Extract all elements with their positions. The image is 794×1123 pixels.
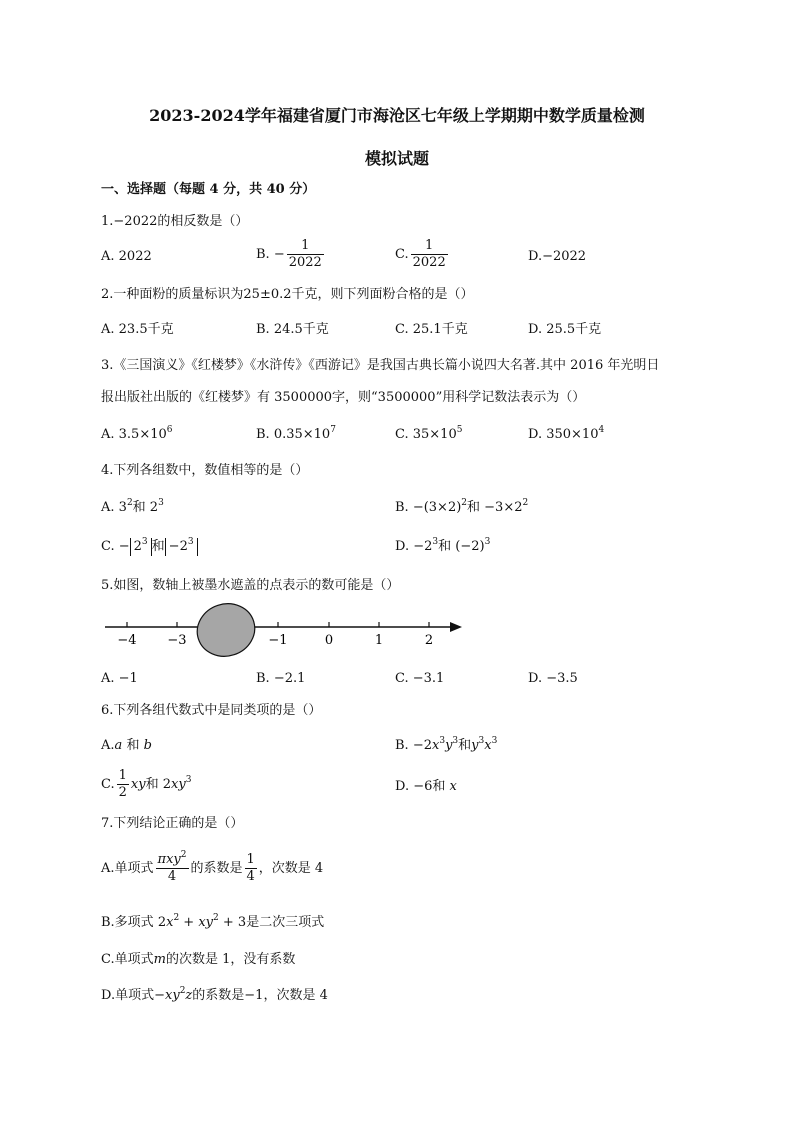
q5-option-c: C. −3.1 [395, 671, 445, 686]
q4-option-a: A. $3^2$和 $2^3$ [101, 498, 164, 515]
q7-option-a: A.单项式 $\frac{\pi xy^2}{4}$ 的系数是 $\frac{1}{4}$ ，次数是 4 [101, 850, 324, 884]
q2-option-d: D. 25.5千克 [528, 322, 602, 337]
question-1-stem: 1.−2022的相反数是（） [101, 214, 249, 229]
q1-option-b: B. − $\frac{1}{2022}$ [256, 238, 322, 270]
tick-label: 2 [424, 633, 434, 648]
q3-option-a: A. $3.5\times 10^6$ [101, 425, 173, 442]
question-5-stem: 5.如图，数轴上被墨水遮盖的点表示的数可能是（） [101, 578, 400, 593]
q7-option-b: B.多项式 $2x^2 + xy^2 + 3$是二次三项式 [101, 913, 325, 930]
q1-option-c: C. $\frac{1}{2022}$ [395, 238, 446, 270]
question-7-stem: 7.下列结论正确的是（） [101, 816, 244, 831]
fraction: $\frac{1}{2}$ [118, 768, 127, 800]
q6-option-b: B. $-2x^3y^3$和$y^3x^3$ [395, 736, 498, 753]
q3-option-b: B. $0.35\times 10^7$ [256, 425, 336, 442]
question-3-stem-line2: 报出版社出版的《红楼梦》有 3500000字，则“3500000”用科学记数法表示为（） [101, 390, 586, 405]
q5-option-a: A. −1 [101, 671, 138, 686]
q2-option-b: B. 24.5千克 [256, 322, 329, 337]
page-title-line1: 2023-2024学年福建省厦门市海沧区七年级上学期期中数学质量检测 [149, 106, 645, 125]
q1-option-a: A. 2022 [101, 249, 152, 264]
q7-option-c: C.单项式m的次数是 1，没有系数 [101, 952, 296, 967]
q4-option-b: B. $-(3\times 2)^2$和 $-3\times 2^2$ [395, 498, 529, 515]
q6-option-a: A.a 和 b [101, 738, 152, 753]
q6-option-d: D. −6和 x [395, 779, 457, 794]
fraction: $\frac{1}{2022}$ [288, 238, 322, 270]
q1-option-d: D.−2022 [528, 249, 587, 264]
q3-option-c: C. $35\times 10^5$ [395, 425, 463, 442]
q6-option-c: C. $\frac{1}{2}$ xy和 $2xy^3$ [101, 768, 192, 800]
q5-option-d: D. −3.5 [528, 671, 578, 686]
tick-label: −1 [268, 633, 288, 648]
arrow-head-icon [450, 622, 462, 632]
ink-blot [190, 600, 261, 660]
number-line-figure [100, 600, 470, 660]
absolute-value: $-2^3$ [165, 538, 198, 556]
q4-option-d: D. $-2^3$和 $(-2)^3$ [395, 537, 491, 554]
tick-label: 0 [324, 633, 334, 648]
question-2-stem: 2.一种面粉的质量标识为25±0.2千克，则下列面粉合格的是（） [101, 287, 474, 302]
question-3-stem-line1: 3.《三国演义》《红楼梦》《水浒传》《西游记》是我国古典长篇小说四大名著.其中 2016 年光明日 [101, 358, 660, 373]
q2-option-c: C. 25.1千克 [395, 322, 468, 337]
fraction: $\frac{1}{2022}$ [412, 238, 446, 270]
q2-option-a: A. 23.5千克 [101, 322, 174, 337]
fraction: $\frac{1}{4}$ [246, 852, 255, 884]
q5-option-b: B. −2.1 [256, 671, 306, 686]
q7-option-d: D.单项式$-xy^2z$的系数是−1，次数是 4 [101, 986, 328, 1003]
tick-label: −4 [117, 633, 137, 648]
q3-option-d: D. $350\times 10^4$ [528, 425, 605, 442]
tick-label: 1 [374, 633, 384, 648]
question-6-stem: 6.下列各组代数式中是同类项的是（） [101, 703, 322, 718]
absolute-value: $2^3$ [130, 538, 152, 556]
page-title-line2: 模拟试题 [364, 149, 429, 168]
section-heading: 一、选择题（每题 4 分，共 40 分） [101, 182, 316, 197]
q4-option-c: C. − $2^3$ 和 $-2^3$ [101, 538, 198, 556]
fraction: $\frac{\pi xy^2}{4}$ [157, 850, 187, 884]
tick-label: −3 [167, 633, 187, 648]
question-4-stem: 4.下列各组数中，数值相等的是（） [101, 463, 309, 478]
